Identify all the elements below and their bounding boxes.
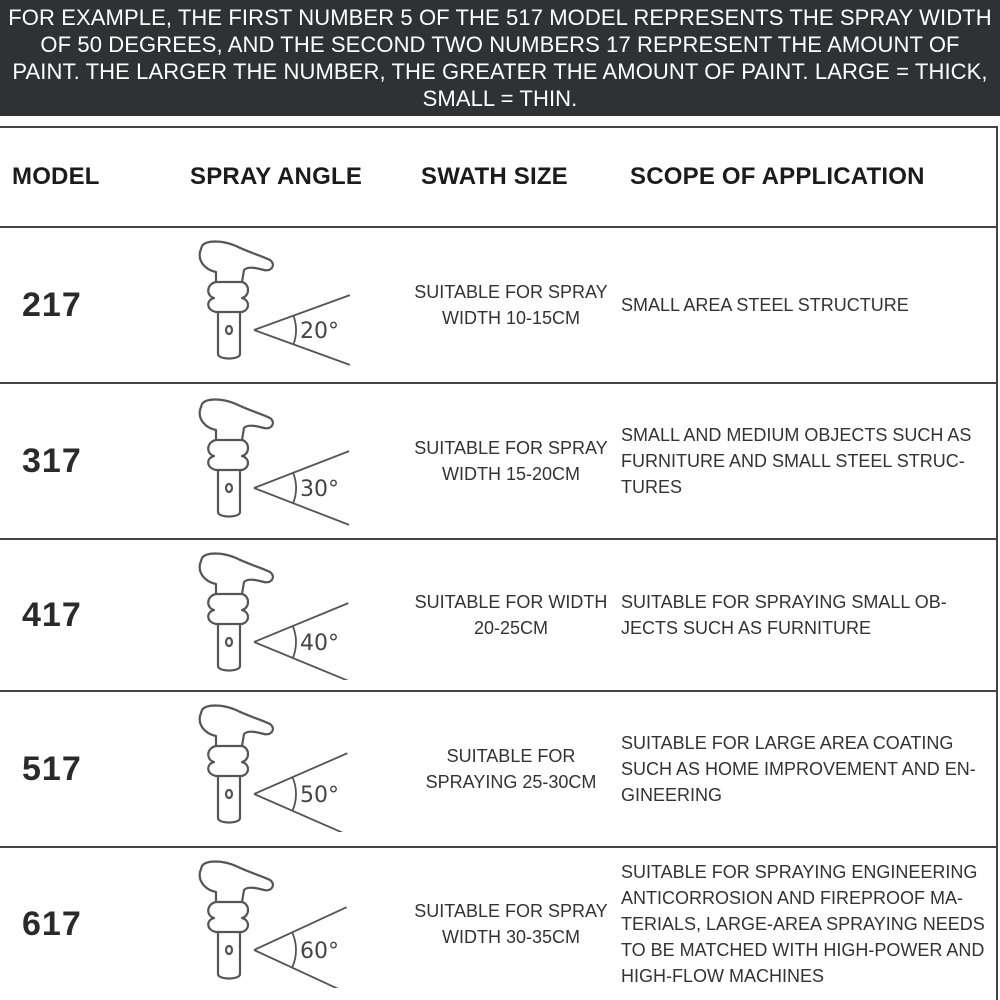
nozzle-collar-shape (208, 902, 248, 932)
nozzle-barrel-shape (218, 776, 240, 823)
swath-size-text: SUITABLE FOR SPRAY WIDTH 10-15CM (414, 282, 608, 328)
spray-tip-diagram (192, 396, 362, 526)
banner-text: FOR EXAMPLE, THE FIRST NUMBER 5 OF THE 517 MODEL REPRESENTS THE SPRAY WIDTH OF 50 DEGREES, AND THE SECOND TWO NUMBERS 17 REPRESENT THE AMOUNT OF PAINT. THE LARGER THE NUMBER, THE GREATER THE AMOUNT OF PAINT. LARGE = THICK, SMALL = THIN. (8, 5, 992, 111)
nozzle-outline (200, 706, 273, 823)
nozzle-hole (226, 484, 232, 492)
model-number: 617 (22, 904, 82, 943)
spray-angle-arc (293, 626, 296, 658)
table-row (0, 228, 998, 384)
scope-text: SUITABLE FOR SPRAYING ENGINEERING ANTICORROSION AND FIREPROOF MA-TERIALS, LARGE-AREA SPRAYING NEEDS TO BE MATCHED WITH HIGH-POWER AND HIGH-FLOW MACHINES (621, 862, 985, 986)
spray-tip-diagram (192, 238, 362, 368)
spray-angle-label: 30° (300, 477, 339, 502)
nozzle-hole (226, 946, 232, 954)
nozzle-outline (200, 242, 273, 359)
nozzle-collar-shape (208, 746, 248, 776)
spray-angle-label: 20° (300, 319, 339, 344)
spray-tip-diagram (192, 858, 362, 988)
nozzle-handle-shape (200, 706, 273, 747)
nozzle-barrel-shape (218, 312, 240, 359)
table-row (0, 384, 998, 540)
model-number: 317 (22, 441, 82, 480)
scope-text: SMALL AREA STEEL STRUCTURE (621, 295, 909, 315)
nozzle-outline (200, 554, 273, 671)
nozzle-barrel-shape (218, 470, 240, 517)
spray-angle-label: 50° (300, 783, 339, 808)
spray-angle-arc (292, 932, 296, 967)
nozzle-handle-shape (200, 242, 273, 283)
swath-size-text: SUITABLE FOR WIDTH 20-25CM (414, 592, 608, 638)
model-number: 517 (22, 749, 82, 788)
nozzle-collar-shape (208, 594, 248, 624)
nozzle-collar-shape (208, 440, 248, 470)
nozzle-handle-shape (200, 554, 273, 595)
table-row (0, 848, 998, 1000)
nozzle-hole (226, 790, 232, 798)
scope-text: SUITABLE FOR LARGE AREA COATING SUCH AS HOME IMPROVEMENT AND EN-GINEERING (621, 733, 976, 805)
swath-size-text: SUITABLE FOR SPRAY WIDTH 30-35CM (414, 901, 608, 947)
header-model: MODEL (12, 163, 100, 190)
spray-tip-diagram (192, 550, 362, 680)
table-row (0, 692, 998, 848)
nozzle-outline (200, 862, 273, 979)
scope-text: SMALL AND MEDIUM OBJECTS SUCH AS FURNITURE AND SMALL STEEL STRUC-TURES (621, 425, 972, 497)
spray-angle-arc (293, 473, 296, 503)
nozzle-collar-shape (208, 282, 248, 312)
model-number: 217 (22, 285, 82, 324)
spray-tip-diagram (192, 702, 362, 832)
nozzle-handle-shape (200, 862, 273, 903)
header-scope: SCOPE OF APPLICATION (630, 163, 925, 190)
nozzle-hole (226, 326, 232, 334)
nozzle-handle-shape (200, 400, 273, 441)
nozzle-barrel-shape (218, 624, 240, 671)
nozzle-outline (200, 400, 273, 517)
spray-angle-arc (293, 316, 296, 345)
spray-angle-label: 40° (300, 631, 339, 656)
explanation-banner (0, 0, 1000, 116)
table-header (0, 126, 998, 228)
scope-text: SUITABLE FOR SPRAYING SMALL OB-JECTS SUCH AS FURNITURE (621, 592, 947, 638)
nozzle-hole (226, 638, 232, 646)
table-row (0, 540, 998, 692)
spray-angle-label: 60° (300, 939, 339, 964)
header-swath-size: SWATH SIZE (421, 163, 568, 190)
nozzle-barrel-shape (218, 932, 240, 979)
swath-size-text: SUITABLE FOR SPRAYING 25-30CM (425, 746, 597, 792)
model-number: 417 (22, 595, 82, 634)
swath-size-text: SUITABLE FOR SPRAY WIDTH 15-20CM (414, 438, 608, 484)
header-spray-angle: SPRAY ANGLE (190, 163, 363, 190)
spray-angle-arc (292, 777, 296, 811)
